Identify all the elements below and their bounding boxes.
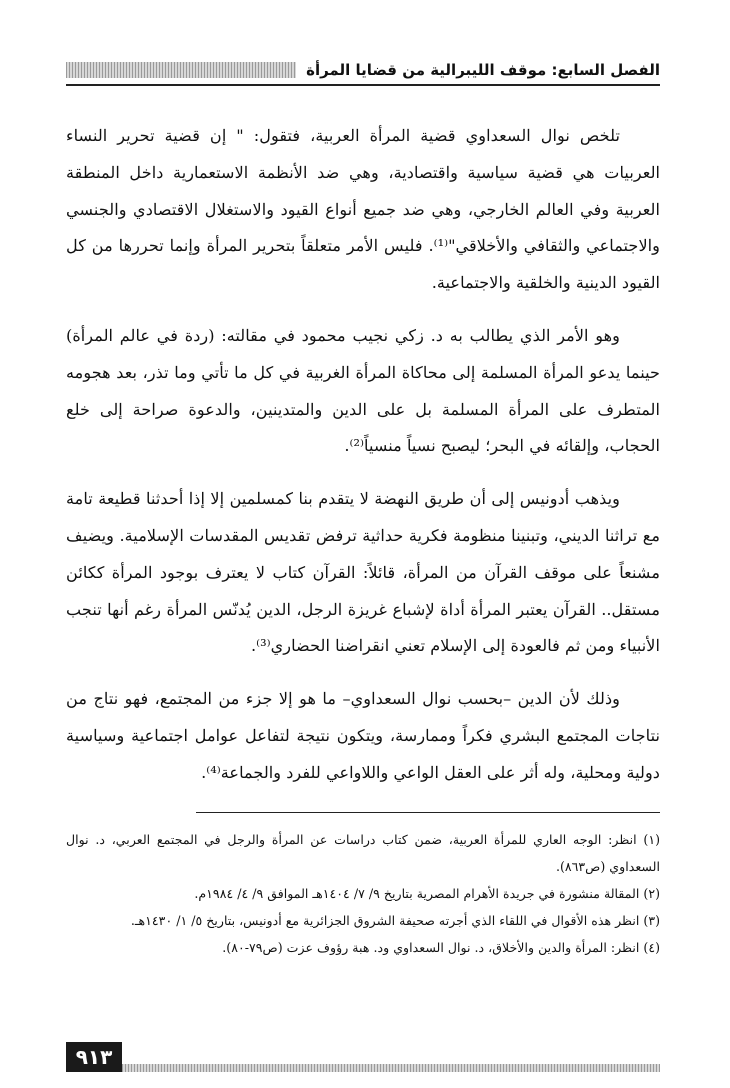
footnote: (٢) المقالة منشورة في جريدة الأهرام المصرية بتاريخ ٩/ ٧/ ١٤٠٤هـ الموافق ٩/ ٤/ ١٩٨٤م. <box>194 886 660 901</box>
paragraph: وذلك لأن الدين –بحسب نوال السعداوي– ما هو إلا جزء من المجتمع، فهو نتاج من نتاجات المجتمع البشري فكراً وممارسة، ويتكون نتيجة لتفاعل عوامل اجتماعية وسياسية دولية ومحلية، وله أثر على العقل الواعي واللاواعي للفرد والجماعة⁽⁴⁾. <box>66 689 660 782</box>
footnote: (١) انظر: الوجه العاري للمرأة العربية، ضمن كتاب دراسات عن المرأة والرجل في المجتمع العربي، د. نوال السعداوي (ص٨٦٣). <box>66 832 660 874</box>
footnote: (٣) انظر هذه الأقوال في اللقاء الذي أجرته صحيفة الشروق الجزائرية مع أدونيس، بتاريخ ٥/ ١/ ١٤٣٠هـ. <box>130 913 660 928</box>
chapter-title: الفصل السابع: موقف الليبرالية من قضايا المرأة <box>306 61 660 79</box>
paragraph: وهو الأمر الذي يطالب به د. زكي نجيب محمود في مقالته: (ردة في عالم المرأة) حينما يدعو المرأة المسلمة إلى محاكاة المرأة الغربية في كل ما تأتي وما تذر، بعد هجومه المتطرف على المرأة المسلمة بل على الدين والمتدينين، والدعوة صراحة إلى خلع الحجاب، وإلقائه في البحر؛ ليصبح نسياً منسياً⁽²⁾. <box>66 325 660 456</box>
footnotes <box>66 826 660 961</box>
footnote: (٤) انظر: المرأة والدين والأخلاق، د. نوال السعداوي ود. هبة رؤوف عزت (ص٧٩-٨٠). <box>222 940 660 955</box>
footer-decorative-band <box>122 1064 660 1072</box>
header-decorative-band <box>66 62 296 78</box>
main-text <box>66 118 660 808</box>
footnote-separator <box>196 812 660 813</box>
page-number: ٩١٣ <box>66 1042 122 1072</box>
paragraph: تلخص نوال السعداوي قضية المرأة العربية، فتقول: " إن قضية تحرير النساء العربيات هي قضية سياسية واقتصادية، وهي ضد الأنظمة الاستعمارية داخل المنطقة العربية وفي العالم الخارجي، وهي ضد جميع أنواع القيود والاستغلال الاقتصادي والجنسي والاجتماعي والثقافي والأخلاقي"⁽¹⁾. فليس الأمر متعلقاً بتحرير المرأة وإنما تحررها من كل القيود الدينية والخلقية والاجتماعية. <box>66 126 660 293</box>
paragraph: ويذهب أدونيس إلى أن طريق النهضة لا يتقدم بنا كمسلمين إلا إذا أحدثنا قطيعة تامة مع تراثنا الديني، وتبنينا منظومة فكرية حداثية ترفض تقديس المقدسات الإسلامية. ويضيف مشنعاً على موقف القرآن من المرأة، قائلاً: القرآن كتاب لا يعترف بوجود المرأة ككائن مستقل.. القرآن يعتبر المرأة أداة لإشباع غريزة الرجل، الدين يُدنّس المرأة رغم أنها تنجب الأنبياء ومن ثم فالعودة إلى الإسلام تعني انقراضنا الحضاري⁽³⁾. <box>66 489 660 656</box>
running-header <box>66 56 660 86</box>
